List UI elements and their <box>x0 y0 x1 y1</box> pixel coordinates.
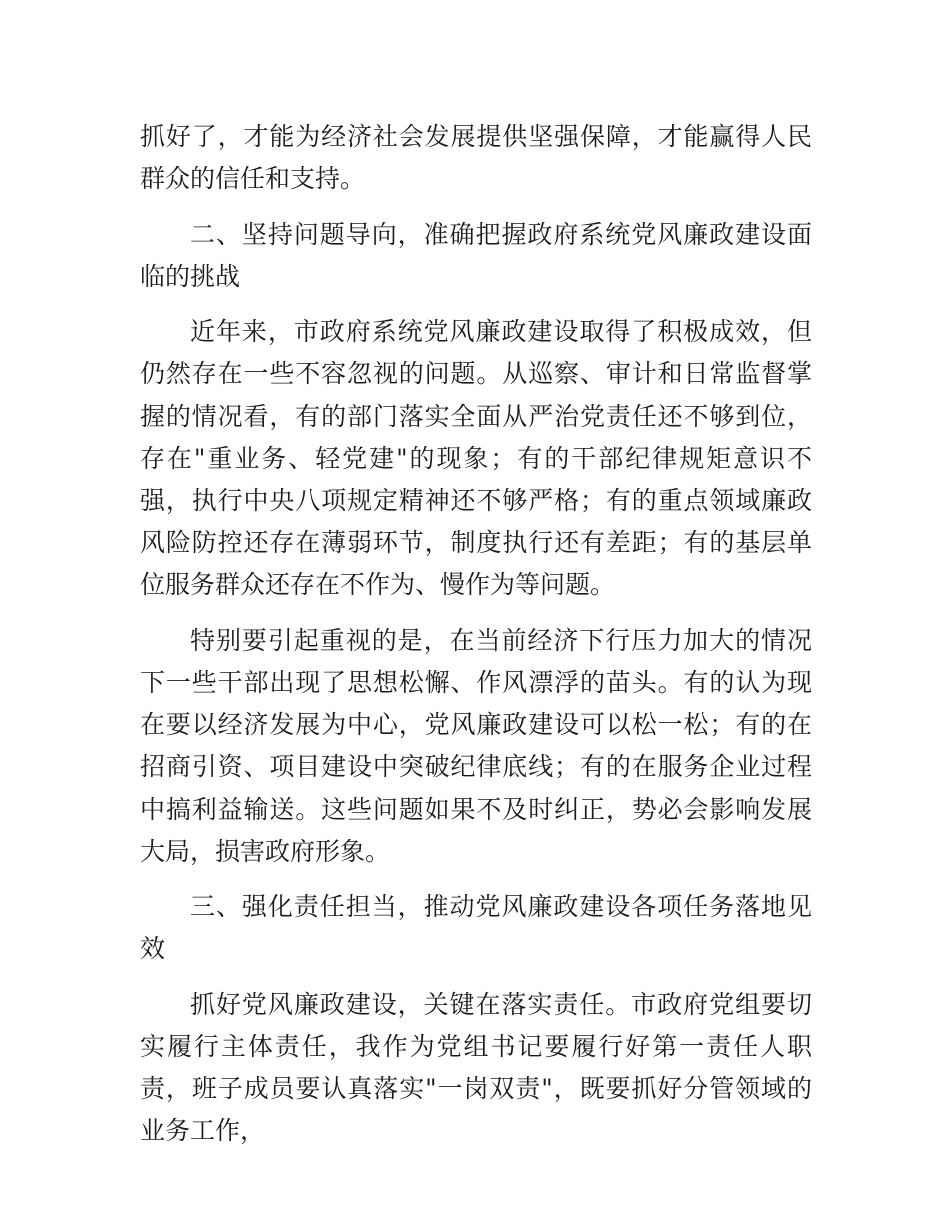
document-body <box>140 116 812 1166</box>
paragraph-continued: 抓好了，才能为经济社会发展提供坚强保障，才能赢得人民群众的信任和支持。 <box>140 122 812 194</box>
section-heading-3: 三、强化责任担当，推动党风廉政建设各项任务落地见效 <box>140 892 812 964</box>
section-heading-2: 二、坚持问题导向，准确把握政府系统党风廉政建设面临的挑战 <box>140 219 812 291</box>
paragraph-attention: 特别要引起重视的是，在当前经济下行压力加大的情况下一些干部出现了思想松懈、作风漂浮的苗头。有的认为现在要以经济发展为中心，党风廉政建设可以松一松；有的在招商引资、项目建设中突破纪律底线；有的在服务企业过程中搞利益输送。这些问题如果不及时纠正，势必会影响发展大局，损害政府形象。 <box>140 625 812 866</box>
paragraph-problems: 近年来，市政府系统党风廉政建设取得了积极成效，但仍然存在一些不容忽视的问题。从巡察、审计和日常监督掌握的情况看，有的部门落实全面从严治党责任还不够到位，存在"重业务、轻党建"的现象；有的干部纪律规矩意识不强，执行中央八项规定精神还不够严格；有的重点领域廉政风险防控还存在薄弱环节，制度执行还有差距；有的基层单位服务群众还存在不作为、慢作为等问题。 <box>140 317 812 600</box>
paragraph-responsibility: 抓好党风廉政建设，关键在落实责任。市政府党组要切实履行主体责任，我作为党组书记要履行好第一责任人职责，班子成员要认真落实"一岗双责"，既要抓好分管领域的业务工作， <box>140 989 812 1146</box>
